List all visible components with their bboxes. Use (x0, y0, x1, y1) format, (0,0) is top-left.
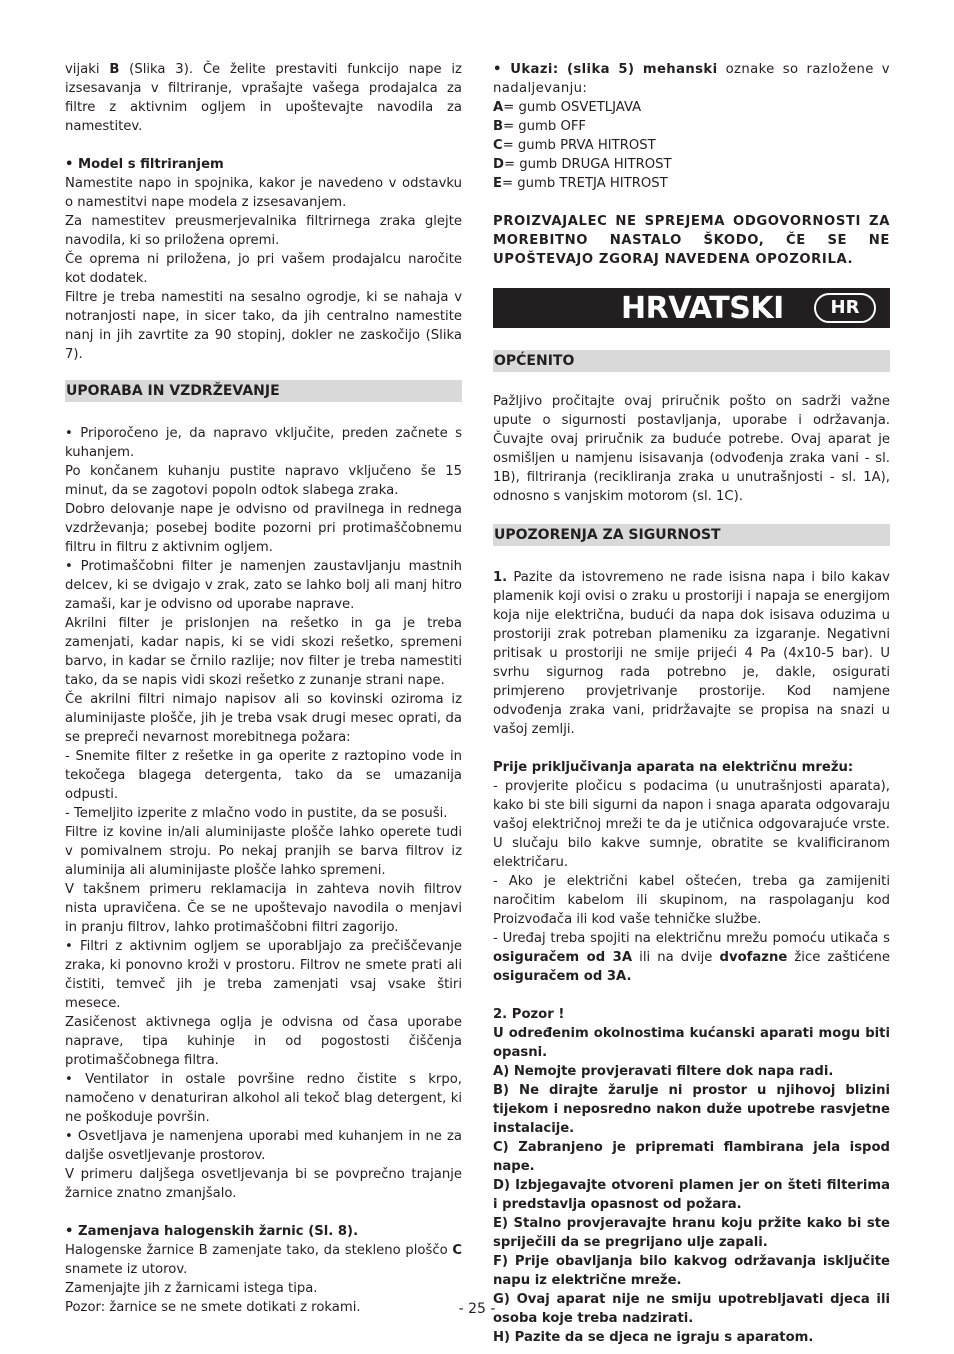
button-legend-list (493, 98, 890, 193)
paragraph: Namestite napo in spojnika, kakor je navedeno v odstavku o namestitvi nape modela z izsesavanjem. (65, 176, 462, 210)
disclaimer: PROIZVAJALEC NE SPREJEMA ODGOVORNOSTI ZA MOREBITNO NASTALO ŠKODO, ČE SE NE UPOŠTEVAJO ZGORAJ NAVEDENA OPOZORILA. (493, 214, 890, 267)
paragraph: - provjerite pločicu s podacima (u unutrašnjosti aparata), kako bi ste bili sigurni da napon i snaga aparata odgovaraju vašoj električnoj mreži te da je utičnica odgovarajuće vrste. U slučaju bilo kakve sumnje, obratite se kvalificiranom električaru. (493, 779, 890, 870)
paragraph: V takšnem primeru reklamacija in zahteva novih filtrov nista upravičena. Če se ne upoštevajo navodila o menjavi in pranju filtrov, lahko protimaščobni filtri zagorijo. (65, 882, 462, 935)
button-description: = gumb DRUGA HITROST (503, 157, 672, 172)
text: oznake so razložene v nadaljevanju: (493, 62, 891, 96)
text: ili na dvije (632, 950, 720, 965)
text-bold: B (109, 62, 120, 77)
text: Pazite da istovremeno ne rade isisna napa i bilo kakav plamenik koji ovisi o zraku u prostoriji i napaja se energijom koja nije električna, budući da napa dok isisava oduzima u prostoriji zrak potreban plameniku za izgaranje. Negativni pritisak u prostoriji ne smije prijeći 4 Pa (4x10-5 bar). U svrhu sigurnog rada potrebno je, dakle, osigurati primjereno provjetrivanje prostorije. Kod namjene odvođenja zraka vani, pridržavajte se propisa na snazi u vašoj zemlji. (493, 570, 890, 737)
caution-item: B) Ne dirajte žarulje ni prostor u njihovoj blizini tijekom i neposredno nakon duže upotrebe rasvjetne instalacije. (493, 1083, 890, 1136)
text: (Slika 3). Če želite prestaviti funkcijo nape iz izsesavanja v filtriranje, vprašajte vašega prodajalca za filtre z aktivnim ogljem in upoštevajte navodila za namestitev. (65, 62, 462, 134)
paragraph: Zasičenost aktivnega oglja je odvisna od časa uporabe naprave, tipa kuhinje in od pogostosti čiščenja protimaščobnega filtra. (65, 1015, 462, 1068)
button-key: C (493, 138, 503, 153)
paragraph: V primeru daljšega osvetljevanja bi se povprečno trajanje žarnice znatno zmanjšalo. (65, 1167, 462, 1201)
text-bold: C (452, 1243, 462, 1258)
page-number: - 25 - (458, 1301, 496, 1317)
caution-item: C) Zabranjeno je pripremati flambirana jela ispod nape. (493, 1140, 890, 1174)
paragraph: • Filtri z aktivnim ogljem se uporabljajo za prečiščevanje zraka, ki ponovno kroži v prostoru. Filtrov ne smete prati ali čistiti, temveč jih je treba zamenjati vsaj vsake štiri mesece. (65, 939, 462, 1011)
caution-item: A) Nemojte provjeravati filtere dok napa radi. (493, 1064, 834, 1079)
paragraph: Pozor: žarnice se ne smete dotikati z rokami. (65, 1300, 361, 1315)
text: Halogenske žarnice B zamenjate tako, da stekleno ploščo (65, 1243, 453, 1258)
halogen-heading: • Zamenjava halogenskih žarnic (Sl. 8). (65, 1224, 359, 1239)
paragraph: Po končanem kuhanju pustite napravo vključeno še 15 minut, da se zagotovi popoln odtok slabega zraka. (65, 464, 462, 498)
caution-item: H) Pazite da se djeca ne igraju s aparatom. (493, 1330, 814, 1345)
controls-intro (493, 60, 890, 98)
paragraph: Zamenjajte jih z žarnicami istega tipa. (65, 1281, 318, 1296)
paragraph: • Priporočeno je, da napravo vključite, preden začnete s kuhanjem. (65, 426, 462, 460)
paragraph: Če oprema ni priložena, jo pri vašem prodajalcu naročite kot dodatek. (65, 252, 462, 286)
button-legend-item (493, 174, 890, 193)
paragraph: Za namestitev preusmerjevalnika filtrirnega zraka glejte navodila, ki so priložena opremi. (65, 214, 462, 248)
text: žice zaštićene (787, 950, 890, 965)
connect-heading: Prije priključivanja aparata na električnu mrežu: (493, 760, 854, 775)
paragraph: Če akrilni filtri nimajo napisov ali so kovinski oziroma iz aluminijaste ploščе, jih je treba vsak drugi mesec oprati, da se prepreči nevarnost morebitnega požara: (65, 692, 462, 745)
paragraph: Akrilni filter je prislonjen na rešetko in ga je treba zamenjati, kadar napis, ki se vidi skozi rešetko, spremeni barvo, in kadar se črnilo razlije; nov filter je treba namestiti tako, da se napis vidi skozi rešetko z zunanje strani nape. (65, 616, 462, 688)
button-legend-item (493, 136, 890, 155)
paragraph: Filtre iz kovine in/ali aluminijaste plošče lahko operete tudi v pomivalnem stroju. Po nekaj pranjih se barva filtrov iz aluminija ali aluminijaste plošče lahko spremeni. (65, 825, 462, 878)
button-legend-item (493, 117, 890, 136)
button-legend-item (493, 98, 890, 117)
paragraph (493, 929, 890, 986)
paragraph (65, 1241, 462, 1279)
paragraph: - Temeljito izperite z mlačno vodo in pustite, da se posuši. (65, 806, 448, 821)
language-banner (493, 288, 890, 328)
button-key: B (493, 119, 504, 134)
text-bold: osiguračem od 3A (493, 950, 633, 965)
caution-item: F) Prije obavljanja bilo kakvog održavanja isključite napu iz električne mreže. (493, 1254, 890, 1288)
language-code-badge: HR (814, 293, 876, 323)
filter-model-heading: • Model s filtriranjem (65, 157, 224, 172)
intro-paragraph (65, 60, 462, 136)
button-key: A (493, 100, 504, 115)
button-legend-item (493, 155, 890, 174)
paragraph: Pažljivo pročitajte ovaj priručnik pošto on sadrži važne upute o sigurnosti postavljanja, uporabe i održavanja. Čuvajte ovaj priručnik za buduće potrebe. Ovaj aparat je osmišljen u namjenu isisavanja (odvođenja zraka vani - sl. 1B), filtriranja (recikliranja zraka u unutrašnjosti - sl. 1A), odnosno s vanjskim motorom (sl. 1C). (493, 394, 890, 504)
caution-item: G) Ovaj aparat nije ne smiju upotrebljavati djeca ili osoba koje treba nadzirati. (493, 1292, 890, 1326)
paragraph: • Ventilator in ostale površine redno čistite s krpo, namočeno v denaturiran alkohol ali tekoč blag detergent, ki ne poškoduje površin. (65, 1072, 462, 1125)
text-bold: 1. (493, 570, 508, 585)
text-bold: dvofazne (719, 950, 788, 965)
button-description: = gumb OSVETLJAVA (503, 100, 642, 115)
paragraph: - Ako je električni kabel oštećen, treba ga zamijeniti naročitim kabelom ili skupinom, na raspolaganju kod Proizvođača ili kod vaše tehničke službe. (493, 874, 890, 927)
paragraph: • Osvetljava je namenjena uporabi med kuhanjem in ne za daljše osvetljevanje prostorov. (65, 1129, 462, 1163)
text: snamete iz utorov. (65, 1262, 188, 1277)
language-title: HRVATSKI (621, 291, 784, 326)
section-heading-safety: UPOZORENJA ZA SIGURNOST (493, 524, 890, 546)
paragraph: Dobro delovanje nape je odvisno od pravilnega in rednega vzdrževanja; posebej bodite pozorni pri protimaščobnemu filtru in filtru z aktivnim ogljem. (65, 502, 462, 555)
button-description: = gumb PRVA HITROST (502, 138, 656, 153)
caution-item: E) Stalno provjeravajte hranu koju pržite kako bi ste spriječili da se pregrijano ulje zapali. (493, 1216, 890, 1250)
text: vijaki (65, 62, 110, 77)
button-description: = gumb OFF (503, 119, 586, 134)
caution-item: D) Izbjegavajte otvoreni plamen jer on šteti filterima i predstavlja opasnost od požara. (493, 1178, 890, 1212)
section-heading-use: UPORABA IN VZDRŽEVANJE (65, 380, 462, 402)
button-key: E (493, 176, 503, 191)
paragraph (493, 568, 890, 739)
paragraph: • Protimaščobni filter je namenjen zaustavljanju mastnih delcev, ki se dvigajo v zrak, zato se lahko bolj ali manj hitro zamaši, kar je odvisno od uporabe naprave. (65, 559, 462, 612)
paragraph: Filtre je treba namestiti na sesalno ogrodje, ki se nahaja v notranjosti nape, in sicer tako, da jih centralno namestite nanj in jih zavrtite za 90 stopinj, dokler ne zaskočijo (Slika 7). (65, 290, 462, 362)
section-heading-general: OPĆENITO (493, 350, 890, 372)
right-column (493, 60, 890, 1347)
caution-intro: U određenim okolnostima kućanski aparati mogu biti opasni. (493, 1026, 890, 1060)
paragraph: - Snemite filter z rešetke in ga operite z raztopino vode in tekočega blagega detergenta, tako da se umazanija odpusti. (65, 749, 462, 802)
text-bold: osiguračem od 3A. (493, 969, 632, 984)
button-key: D (493, 157, 504, 172)
button-description: = gumb TRETJA HITROST (502, 176, 668, 191)
text-bold: • Ukazi: (slika 5) mehanski (493, 62, 718, 77)
text: - Uređaj treba spojiti na električnu mrežu pomoću utikača s (493, 931, 890, 946)
left-column (65, 60, 462, 1317)
caution-title: 2. Pozor ! (493, 1007, 565, 1022)
